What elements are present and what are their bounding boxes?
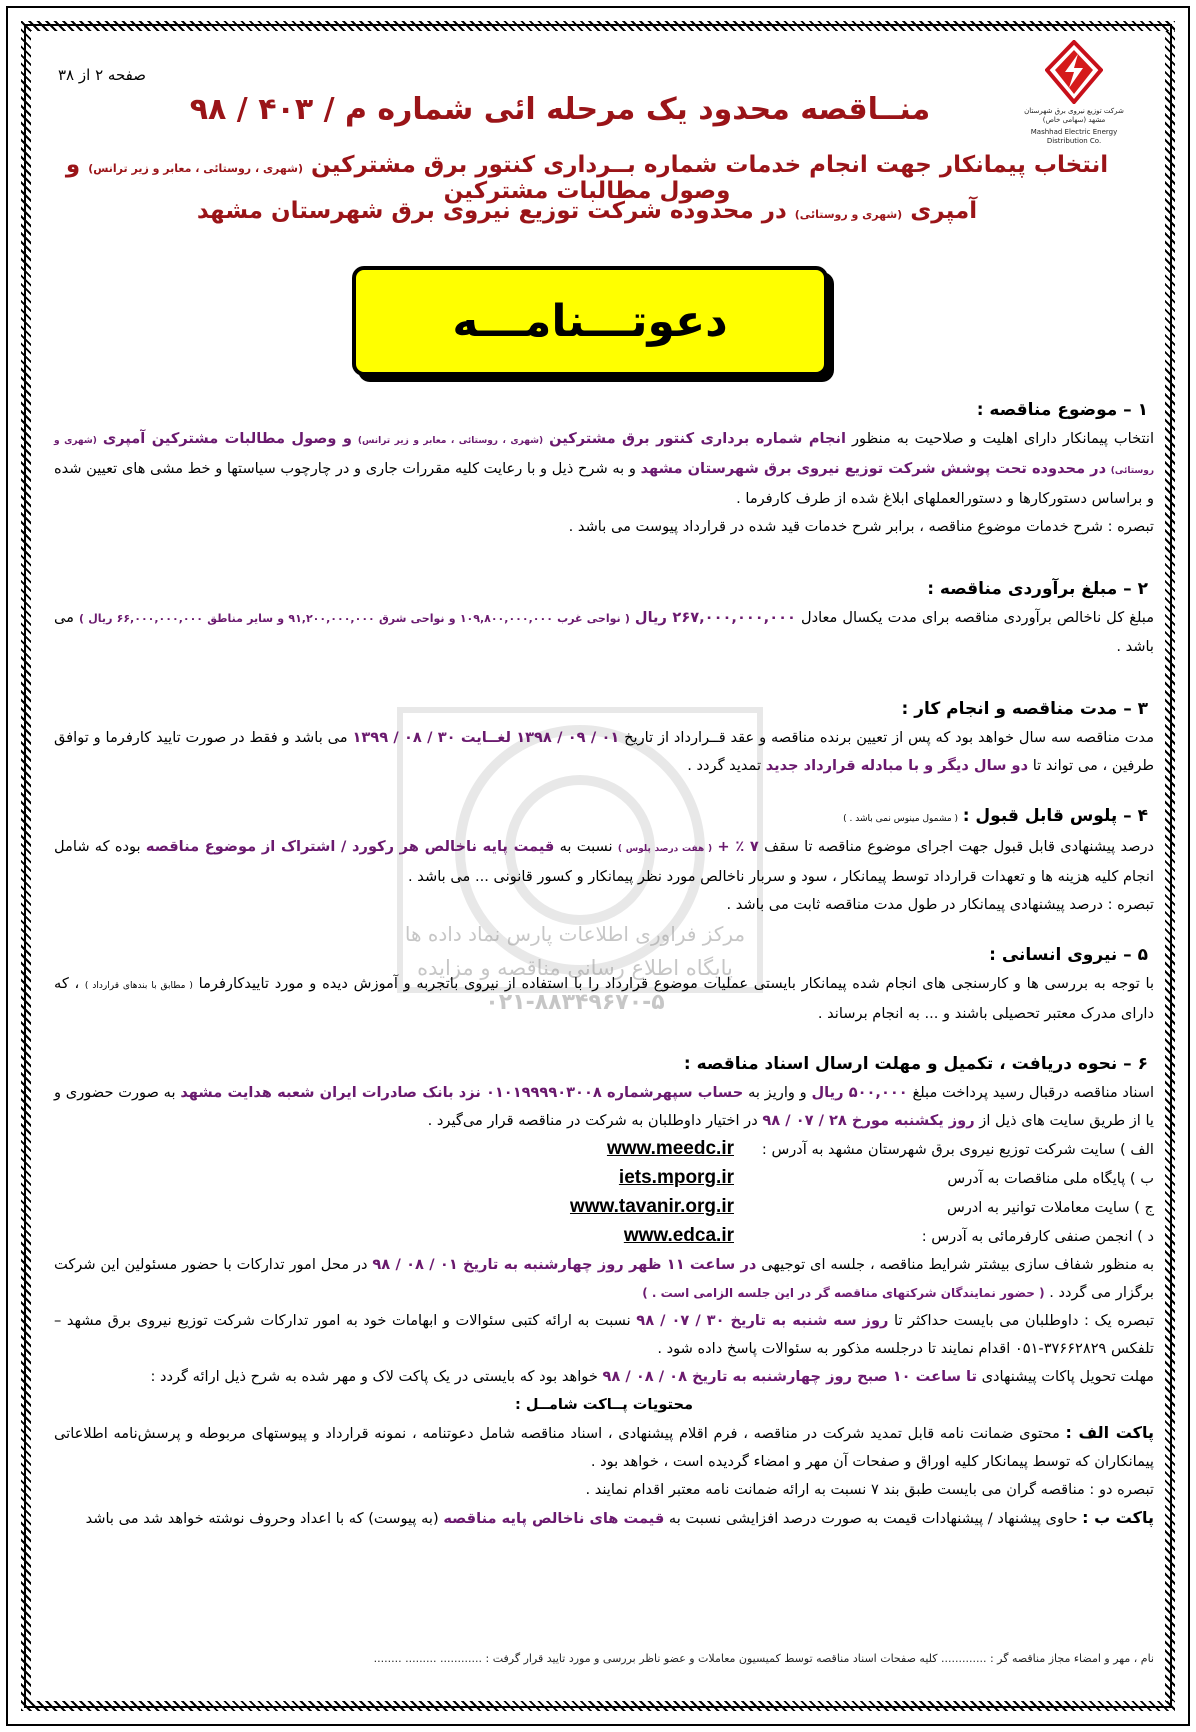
- document-body: [54, 396, 1154, 1533]
- iets-link[interactable]: iets.mporg.ir: [618, 1167, 734, 1188]
- section-4-note: تبصره : درصد پیشنهادی پیمانکار در طول مدت مناقصه ثابت می باشد .: [726, 896, 1154, 913]
- logo-caption-en: Mashhad Electric Energy Distribution Co.: [1030, 128, 1118, 145]
- briefing-meeting-text: به منظور شفاف سازی بیشتر شرایط مناقصه ، جلسه ای توجیهی در ساعت ۱۱ ظهر روز چهارشنبه به تاریخ ۰۱ / ۰۸ / ۹۸ در محل امور تدارکات با حضور مسئولین این شرکت برگزار می گردد . ( حضور نمایندگان شرکتهای مناقصه گر در این جلسه الزامی است . ): [54, 1256, 1155, 1301]
- packet-a-text: پاکت الف : محتوی ضمانت نامه قابل تمدید شرکت در مناقصه ، فرم اقلام پیشنهادی ، اسناد مناقصه شامل دعوتنامه ، نمونه قرارداد و پیوستهای مربوطه و پرسش‌نامه اطلاعاتی پیمانکاران که توسط پیمانکار کلیه اوراق و صفحات آن مهر و امضاء گردیده است ، خواهد بود .: [54, 1423, 1155, 1470]
- logo-caption-fa: شرکت توزیع نیروی برق شهرستان مشهد (سهامی خاص): [1024, 107, 1124, 124]
- subtitle-1-note: (شهری ، روستائی ، معابر و زیر ترانس): [88, 162, 303, 175]
- site-row-iets: ب ) پایگاه ملی مناقصات به آدرس iets.mporg.ir: [54, 1164, 1154, 1193]
- watermark-line-3: ۰۲۱-۸۸۳۴۹۶۷۰-۵: [485, 990, 665, 1015]
- section-2-heading: ۲ – مبلغ برآوردی مناقصه :: [927, 579, 1148, 599]
- tavanir-link[interactable]: www.tavanir.org.ir: [569, 1196, 734, 1217]
- section-5-text: با توجه به بررسی ها و کارسنجی های انجام شده پیمانکار بایستی عملیات موضوع قرارداد را با استفاده از نیروی باتجربه و آموزش دیده و مورد تاییدکارفرما ( مطابق با بندهای قرارداد ) ، که دارای مدرک معتبر تحصیلی باشند و ... به انجام برساند .: [54, 975, 1155, 1022]
- company-logo: [1020, 40, 1128, 145]
- signature-footer: نام ، مهر و امضاء مجاز مناقصه گر : ............. کلیه صفحات اسناد مناقصه توسط کمیسیون معاملات و عضو ناظر بررسی و مورد تایید قرار گرفت : ............ ......... ........: [373, 1652, 1154, 1665]
- note-one-text: تبصره یک : داوطلبان می بایست حداکثر تا روز سه شنبه به تاریخ ۳۰ / ۰۷ / ۹۸ نسبت به ارائه کتبی سئوالات و ابهامات خود به امور تدارکات شرکت توزیع نیروی برق مشهد – تلفکس ۳۷۶۶۲۸۲۹-۰۵۱ اقدام نمایند تا درجلسه مذکور به سئوالات پاسخ داده شود .: [54, 1312, 1155, 1357]
- lightning-logo-icon: [1045, 40, 1103, 104]
- invitation-banner: دعوتـــنامـــه: [352, 266, 828, 376]
- site-row-meedc: الف ) سایت شرکت توزیع نیروی برق شهرستان مشهد به آدرس : www.meedc.ir: [54, 1135, 1154, 1164]
- subtitle-1-part-a: انتخاب پیمانکار جهت انجام خدمات شماره بــرداری کنتور برق مشترکین: [311, 152, 1109, 178]
- subtitle-2-part-b: در محدوده شرکت توزیع نیروی برق شهرستان مشهد: [196, 198, 787, 224]
- tender-subtitle-line-1: [52, 152, 1122, 204]
- section-3-text: مدت مناقصه سه سال خواهد بود که پس از تعیین برنده مناقصه و عقد قــرارداد از تاریخ ۰۱ / ۰۹ / ۱۳۹۸ لغــایت ۳۰ / ۰۸ / ۱۳۹۹ می باشد و فقط در صورت تایید کارفرما و توافق طرفین ، می تواند تا دو سال دیگر و با مبادله قرارداد جدید تمدید گردد .: [54, 729, 1155, 774]
- section-5-heading: ۵ – نیروی انسانی :: [989, 945, 1148, 965]
- site-row-edca: د ) انجمن صنفی کارفرمائی به آدرس : www.edca.ir: [54, 1222, 1154, 1251]
- watermark-line-1: مرکز فراوری اطلاعات پارس نماد داده ها: [404, 922, 746, 946]
- section-1-heading: ۱ – موضوع مناقصه :: [976, 400, 1148, 420]
- note-two-text: تبصره دو : مناقصه گران می بایست طبق بند ۷ نسبت به ارائه ضمانت نامه معتبر اقدام نمایند .: [585, 1481, 1154, 1498]
- section-4-text: درصد پیشنهادی قابل قبول جهت اجرای موضوع مناقصه تا سقف ۷ ٪ + ( هفت درصد پلوس ) نسبت به قیمت پایه ناخالص هر رکورد / اشتراک از موضوع مناقصه بوده که شامل انجام کلیه هزینه ها و تعهدات قرارداد توسط پیمانکار ، سود و سربار ناخالص مورد نظر پیمانکار و کسور قانونی ... می باشد .: [54, 838, 1155, 885]
- section-3-heading: ۳ – مدت مناقصه و انجام کار :: [901, 699, 1148, 719]
- packets-heading: محتویات پــاکت شامــل :: [514, 1396, 694, 1413]
- subtitle-2-part-a: آمپری: [910, 198, 978, 224]
- section-1-text: انتخاب پیمانکار دارای اهلیت و صلاحیت به منظور انجام شماره برداری کنتور برق مشترکین (شهری ، روستائی ، معابر و زیر ترانس) و وصول مطالبات مشترکین آمپری (شهری و روستائی) در محدوده تحت پوشش شرکت توزیع نیروی برق شهرستان مشهد و به شرح ذیل و با رعایت کلیه مقررات جاری و در چارچوب سیاستها و خط مشی های تعیین شده و براساس دستورکارها و دستورالعملهای ابلاغ شده از طرف کارفرما .: [54, 430, 1155, 507]
- section-2-text: مبلغ کل ناخالص برآوردی مناقصه برای مدت یکسال معادل ۲۶۷,۰۰۰,۰۰۰,۰۰۰ ریال ( نواحی غرب ۱۰۹,۸۰۰,۰۰۰,۰۰۰ و نواحی شرق ۹۱,۲۰۰,۰۰۰,۰۰۰ و سایر مناطق ۶۶,۰۰۰,۰۰۰,۰۰۰ ریال ) می باشد .: [54, 609, 1155, 655]
- watermark-line-2: پایگاه اطلاع رسانی مناقصه و مزایده: [417, 956, 733, 980]
- site-row-tavanir: ج ) سایت معاملات توانیر به ادرس www.tavanir.org.ir: [54, 1193, 1154, 1222]
- tender-title: منــاقصه محدود یک مرحله ائی شماره م / ۴۰۳ / ۹۸: [189, 92, 931, 127]
- section-6-text: اسناد مناقصه درقبال رسید پرداخت مبلغ ۵۰۰,۰۰۰ ریال و واریز به حساب سپهرشماره ۰۱۰۱۹۹۹۹۰۳۰۰۸ نزد بانک صادرات ایران شعبه هدایت مشهد به صورت حضوری و یا از طریق سایت های ذیل از روز یکشنبه مورخ ۲۸ / ۰۷ / ۹۸ در اختیار داوطلبان به شرکت در مناقصه قرار می‌گیرد .: [54, 1084, 1155, 1129]
- section-1-note: تبصره : شرح خدمات موضوع مناقصه ، برابر شرح خدمات قید شده در قرارداد پیوست می باشد .: [568, 518, 1154, 535]
- tender-subtitle-line-2: [52, 198, 1122, 224]
- deadline-text: مهلت تحویل پاکات پیشنهادی تا ساعت ۱۰ صبح روز چهارشنبه به تاریخ ۰۸ / ۰۸ / ۹۸ خواهد بود که بایستی در یک پاکت لاک و مهر شده به شرح ذیل ارائه گردد :: [150, 1368, 1154, 1385]
- section-6-heading: ۶ – نحوه دریافت ، تکمیل و مهلت ارسال اسناد مناقصه :: [683, 1054, 1148, 1074]
- packet-b-text: پاکت ب : حاوی پیشنهاد / پیشنهادات قیمت به صورت درصد افزایشی نسبت به قیمت های ناخالص پایه مناقصه (به پیوست) که با اعداد وحروف نوشته خواهد شد می باشد: [85, 1508, 1154, 1527]
- subtitle-2-note: (شهری و روستائی): [794, 208, 903, 221]
- edca-link[interactable]: www.edca.ir: [623, 1225, 734, 1246]
- subtitle-1-part-b: و وصول مطالبات مشترکین: [65, 152, 731, 204]
- page-number: صفحه ۲ از ۳۸: [58, 66, 146, 84]
- section-4-heading: ۴ – پلوس قابل قبول : ( مشمول مینوس نمی باشد . ): [843, 806, 1148, 826]
- meedc-link[interactable]: www.meedc.ir: [606, 1138, 734, 1159]
